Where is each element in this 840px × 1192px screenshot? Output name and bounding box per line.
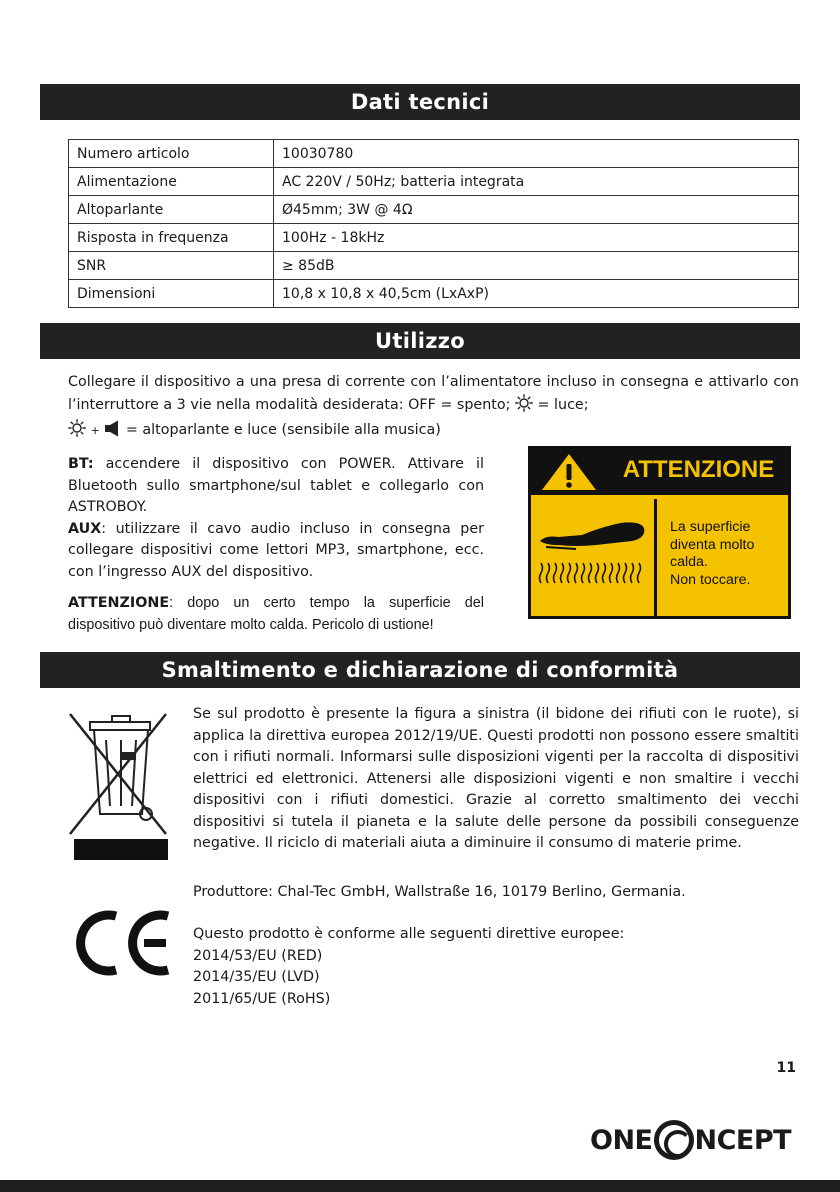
conformity-text: Questo prodotto è conforme alle seguenti direttive europee:: [193, 926, 625, 942]
usage-instructions: [68, 454, 484, 583]
warning-line: calda.: [670, 554, 708, 570]
ce-mark-icon: [72, 908, 174, 978]
warn-label: ATTENZIONE: [68, 595, 170, 611]
spec-value: ≥ 85dB: [274, 252, 799, 280]
aux-text: : utilizzare il cavo audio incluso in consegna per collegare dispositivi come lettori MP3, smartphone, ecc. con l’ingresso AUX del dispositivo.: [68, 520, 484, 580]
logo-text: ONE: [590, 1124, 653, 1156]
spec-value: Ø45mm; 3W @ 4Ω: [274, 196, 799, 224]
table-row: [69, 168, 799, 196]
bottom-strip: [0, 1180, 840, 1192]
usage-intro: Collegare il dispositivo a una presa di corrente con l’alimentatore incluso in consegna e attivarlo con l’interruttore a 3 vie nella modalità desiderata: OFF = spento; = luce; + = altoparlante e luce (sensibile alla musica): [68, 372, 799, 445]
directive-item: 2014/35/EU (LVD): [193, 969, 320, 985]
spec-key: Risposta in frequenza: [69, 224, 274, 252]
table-row: [69, 224, 799, 252]
logo-text: NCEPT: [694, 1124, 792, 1156]
aux-label: AUX: [68, 520, 102, 537]
table-row: [69, 196, 799, 224]
section-title-disposal: Smaltimento e dichiarazione di conformità: [40, 652, 800, 688]
usage-intro-text: = luce;: [537, 396, 589, 413]
table-row: [69, 140, 799, 168]
directive-item: 2014/53/EU (RED): [193, 947, 323, 964]
table-row: [69, 252, 799, 280]
spec-value: 10030780: [274, 140, 799, 168]
spec-value: 100Hz - 18kHz: [274, 224, 799, 252]
disposal-text: Se sul prodotto è presente la figura a sinistra (il bidone dei rifiuti con le ruote), si applica la direttiva europea 2012/19/UE. Questi prodotti non possono essere smaltiti con i rifiuti normali. Informarsi sulle disposizioni vigenti per la raccolta di dispositivi elettrici ed elettronici. Attenersi alle disposizioni vigenti e non smaltire i vecchi dispositivi con i rifiuti domestici. Grazie al corretto smaltimento dei vecchi dispositivi si tutela il pianeta e la salute delle persone da possibili conseguenze negative. Il riciclo di materiali aiuta a diminuire il consumo di materie prime.: [193, 706, 799, 851]
brand-logo: [590, 1118, 800, 1162]
warning-line: diventa molto: [670, 536, 755, 553]
warn-text: : dopo un certo tempo la superficie del dispositivo può diventare molto calda. Pericolo di ustione!: [68, 595, 484, 633]
usage-intro-text: = altoparlante e luce (sensibile alla musica): [125, 422, 441, 438]
section-title-tech: Dati tecnici: [40, 84, 800, 120]
producer-text: Produttore: Chal-Tec GmbH, Wallstraße 16, 10179 Berlino, Germania.: [193, 884, 686, 900]
warning-message: [654, 499, 788, 616]
light-icon: [68, 419, 86, 445]
spec-value: AC 220V / 50Hz; batteria integrata: [274, 168, 799, 196]
bt-label: BT:: [68, 456, 94, 472]
warning-line: Non toccare.: [670, 571, 751, 588]
spec-value: 10,8 x 10,8 x 40,5cm (LxAxP): [274, 280, 799, 308]
page-number: 11: [776, 1060, 796, 1076]
table-row: [69, 280, 799, 308]
usage-intro-text: Collegare il dispositivo a una presa di corrente con l’alimentatore incluso in consegna e attivarlo con l’interruttore a 3 vie nella modalità desiderata: OFF = spento;: [68, 374, 799, 413]
bt-text: accendere il dispositivo con POWER. Attivare il Bluetooth sullo smartphone/sul tablet e collegarlo con ASTROBOY.: [68, 456, 484, 515]
warning-triangle-icon: [539, 452, 599, 496]
specs-table: [68, 139, 799, 308]
crossed-bin-icon: [66, 712, 172, 860]
spec-key: SNR: [69, 252, 274, 280]
warning-line: La superficie: [670, 519, 751, 535]
heat-waves-icon: [537, 561, 649, 589]
speaker-icon: [104, 420, 121, 445]
logo-ring-icon: [654, 1120, 694, 1160]
hand-icon: [536, 511, 651, 563]
section-title-usage: Utilizzo: [40, 323, 800, 359]
directive-item: 2011/65/UE (RoHS): [193, 990, 331, 1007]
warning-sign: [528, 446, 791, 619]
spec-key: Alimentazione: [69, 168, 274, 196]
spec-key: Numero articolo: [69, 140, 274, 168]
warning-title: ATTENZIONE: [622, 456, 775, 483]
spec-key: Altoparlante: [69, 196, 274, 224]
conformity-block: [193, 924, 799, 1010]
heat-warning: [68, 593, 484, 636]
spec-key: Dimensioni: [69, 280, 274, 308]
light-icon: [515, 394, 533, 420]
